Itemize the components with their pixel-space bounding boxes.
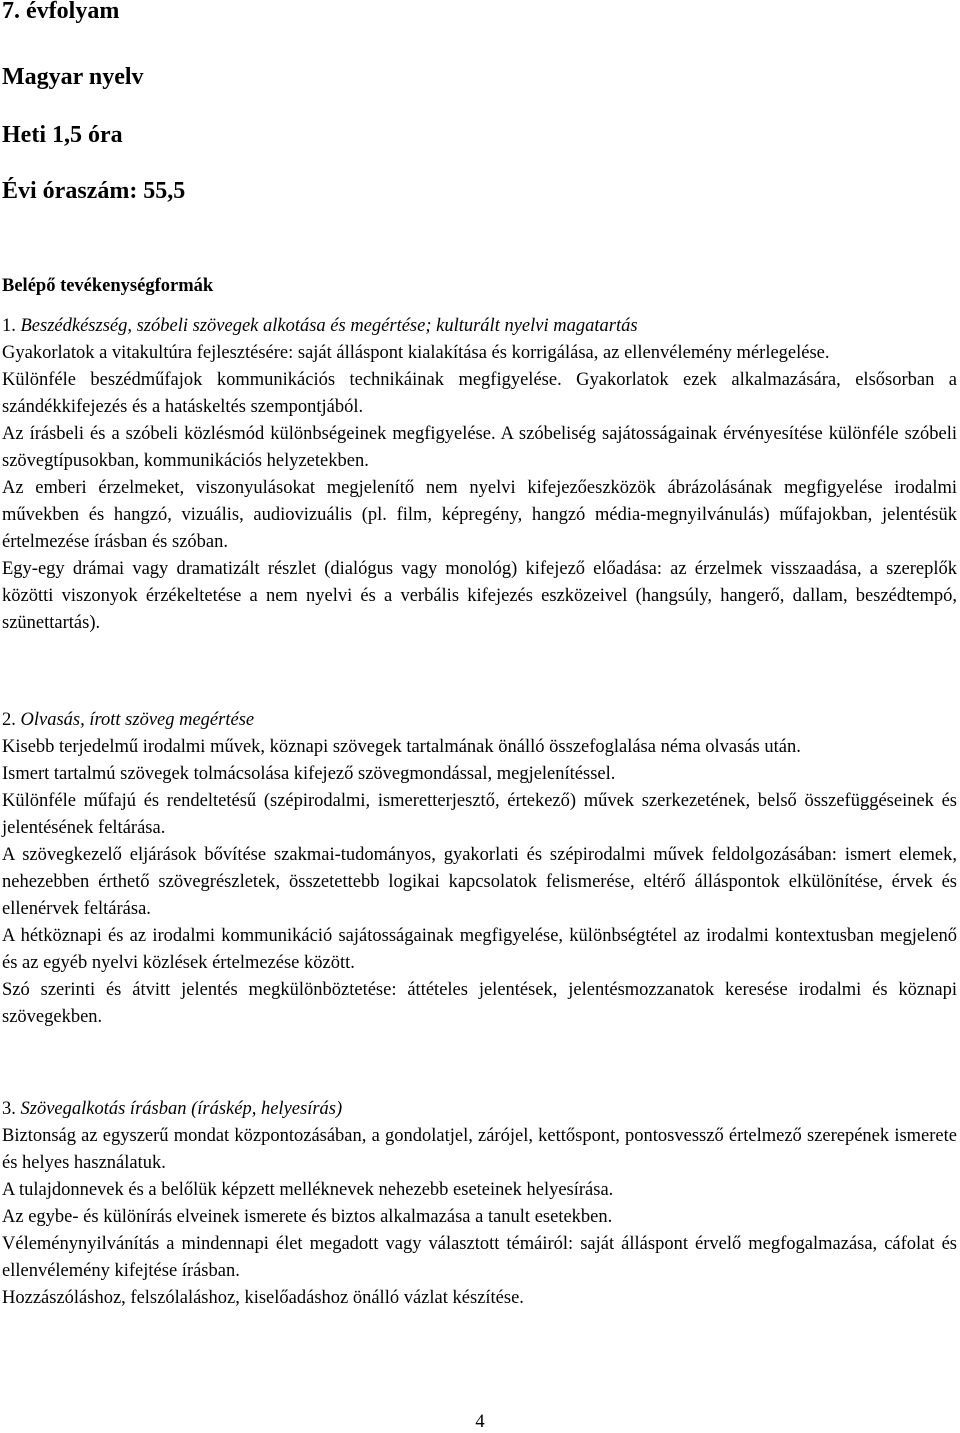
paragraph: A szövegkezelő eljárások bővítése szakmai-tudományos, gyakorlati és szépirodalmi művek feldolgozásában: ismert elemek, nehezebben érthető szövegrészletek, összetettebb logikai kapcsolatok felismerése, eltérő álláspontok elkülönítése, érvek és ellenérvek feltárása. (2, 845, 957, 919)
yearly-hours-heading: Évi óraszám: 55,5 (2, 178, 186, 204)
paragraph: Hozzászóláshoz, felszólaláshoz, kiselőadáshoz önálló vázlat készítése. (2, 1288, 524, 1308)
section-number: 3. (2, 1099, 16, 1119)
subject-heading: Magyar nyelv (2, 64, 144, 90)
activities-heading: Belépő tevékenységformák (2, 276, 214, 296)
paragraph: A hétköznapi és az irodalmi kommunikáció sajátosságainak megfigyelése, különbségtétel az irodalmi kontextusban megjelenő és az egyéb nyelvi közlések értelmezése között. (2, 926, 957, 973)
paragraph: Az írásbeli és a szóbeli közlésmód különbségeinek megfigyelése. A szóbeliség sajátosságainak érvényesítése különféle szóbeli szövegtípusokban, kommunikációs helyzetekben. (2, 424, 957, 471)
paragraph: Különféle beszédműfajok kommunikációs technikáinak megfigyelése. Gyakorlatok ezek alkalmazására, elsősorban a szándékkifejezés és a hatáskeltés szempontjából. (2, 370, 957, 417)
paragraph: A tulajdonnevek és a belőlük képzett melléknevek nehezebb eseteinek helyesírása. (2, 1180, 614, 1200)
paragraph: Az emberi érzelmeket, viszonyulásokat megjelenítő nem nyelvi kifejezőeszközök ábrázolásának megfigyelése irodalmi művekben és hangzó, vizuális, audiovizuális (pl. film, képregény, hangzó média-megnyilvánulás) műfajokban, jelentésük értelmezése írásban és szóban. (2, 478, 957, 552)
section-2 (2, 707, 957, 1031)
section-title (2, 1096, 957, 1123)
paragraph: Ismert tartalmú szövegek tolmácsolása kifejező szövegmondással, megjelenítéssel. (2, 764, 616, 784)
grade-heading: 7. évfolyam (2, 0, 120, 24)
paragraph: Biztonság az egyszerű mondat központozásában, a gondolatjel, zárójel, kettőspont, pontosvessző értelmező szerepének ismerete és helyes használatuk. (2, 1126, 957, 1173)
section-title-text: Beszédkészség, szóbeli szövegek alkotása és megértése; kulturált nyelvi magatartás (20, 316, 638, 336)
page-number: 4 (475, 1412, 485, 1432)
section-1 (2, 313, 957, 637)
section-number: 1. (2, 316, 16, 336)
paragraph: Egy-egy drámai vagy dramatizált részlet (dialógus vagy monológ) kifejező előadása: az érzelmek visszaadása, a szereplők közötti viszonyok érzékeltetése a nem nyelvi és a verbális kifejezés eszközeivel (hangsúly, hangerő, dallam, beszédtempó, szünettartás). (2, 559, 957, 633)
section-title-text: Olvasás, írott szöveg megértése (20, 710, 255, 730)
weekly-hours-heading: Heti 1,5 óra (2, 122, 123, 148)
section-3 (2, 1096, 957, 1312)
paragraph: Az egybe- és különírás elveinek ismerete és biztos alkalmazása a tanult esetekben. (2, 1207, 613, 1227)
paragraph: Kisebb terjedelmű irodalmi művek, köznapi szövegek tartalmának önálló összefoglalása néma olvasás után. (2, 737, 801, 757)
section-title (2, 707, 957, 734)
paragraph: Véleménynyilvánítás a mindennapi élet megadott vagy választott témáiról: saját álláspont érvelő megfogalmazása, cáfolat és ellenvélemény kifejtése írásban. (2, 1234, 957, 1281)
section-title (2, 313, 957, 340)
paragraph: Szó szerinti és átvitt jelentés megkülönböztetése: áttételes jelentések, jelentésmozzanatok keresése irodalmi és köznapi szövegekben. (2, 980, 957, 1027)
paragraph: Különféle műfajú és rendeltetésű (szépirodalmi, ismeretterjesztő, értekező) művek szerkezetének, belső összefüggéseinek és jelentésének feltárása. (2, 791, 957, 838)
section-title-text: Szövegalkotás írásban (íráskép, helyesírás) (20, 1099, 343, 1119)
section-number: 2. (2, 710, 16, 730)
paragraph: Gyakorlatok a vitakultúra fejlesztésére: saját álláspont kialakítása és korrigálása, az ellenvélemény mérlegelése. (2, 343, 830, 363)
